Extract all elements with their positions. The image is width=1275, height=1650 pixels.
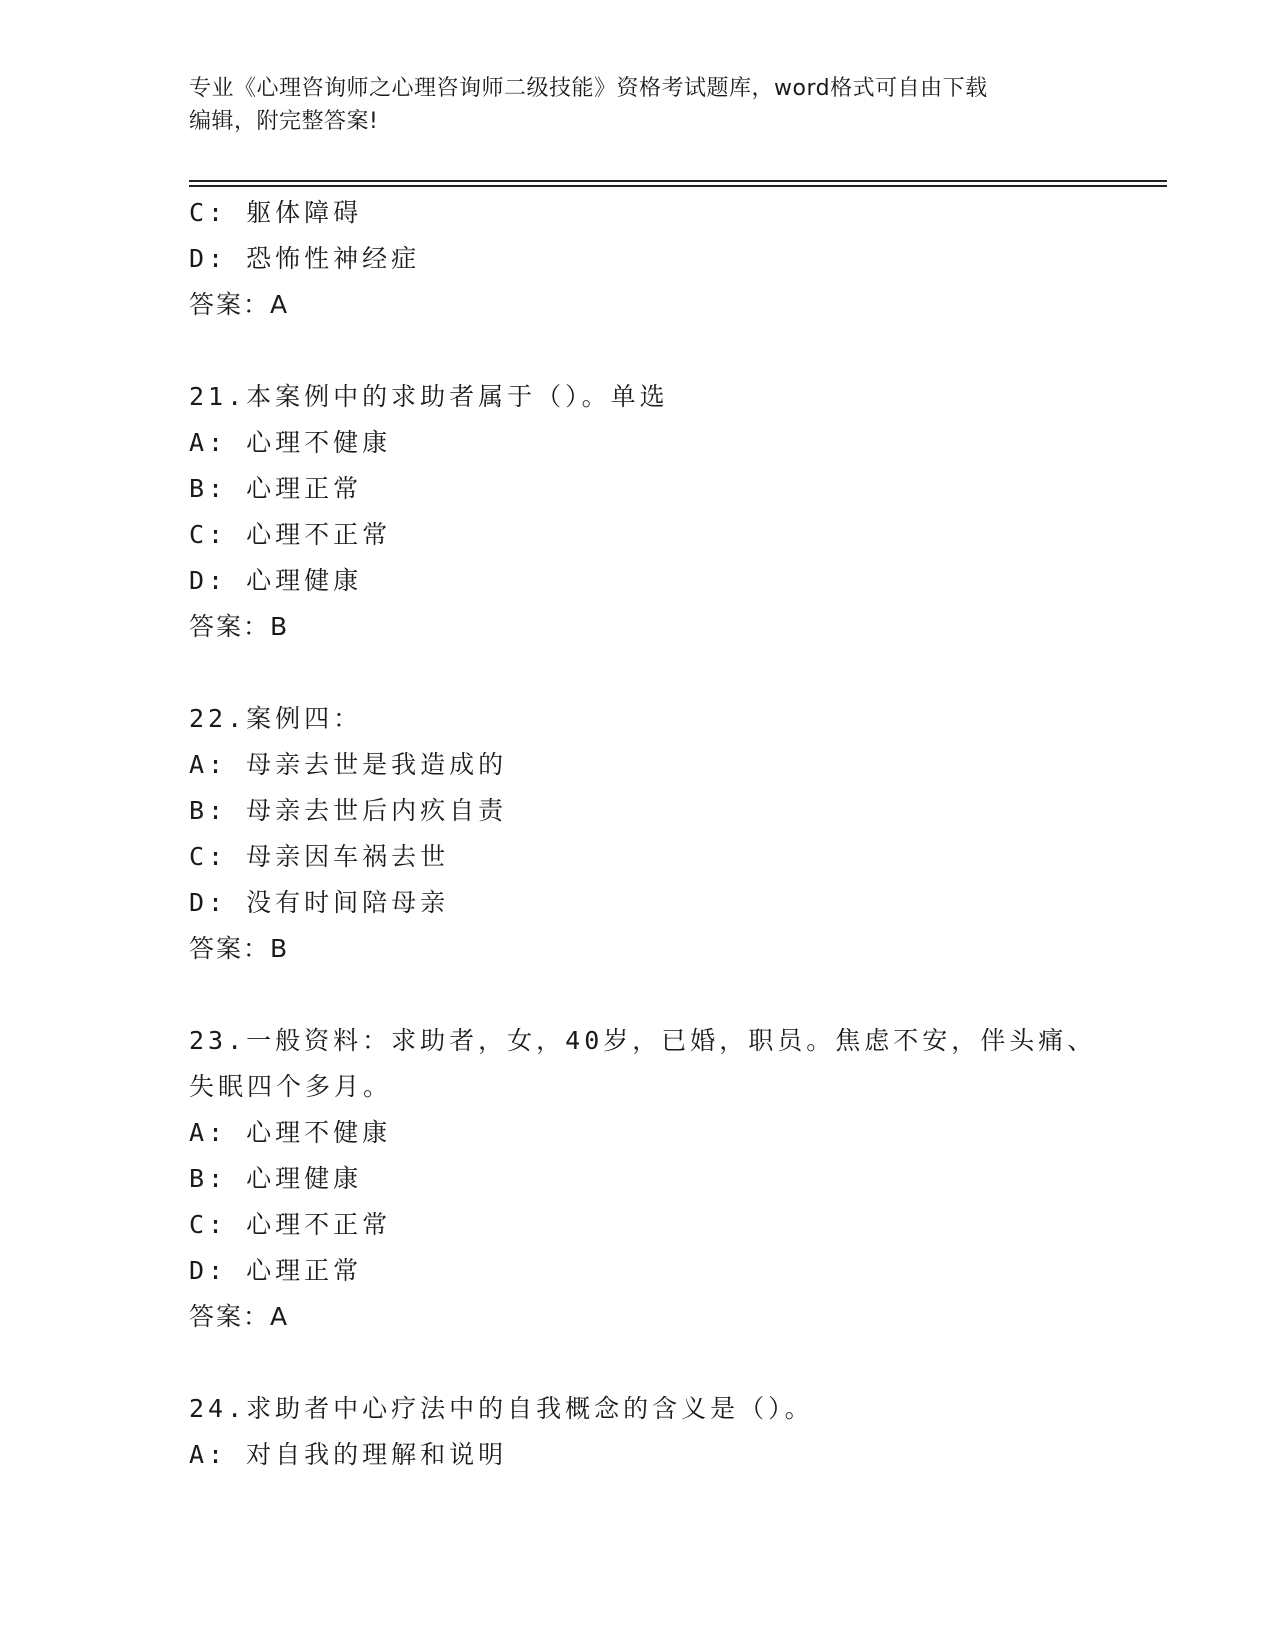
answer-line: 答案：A xyxy=(189,290,290,319)
option-c: C: 心理不正常 xyxy=(189,520,392,549)
document-header xyxy=(189,72,1089,138)
question-stem: 24.求助者中心疗法中的自我概念的含义是（）。 xyxy=(189,1394,814,1423)
question-stem-line-2: 失眠四个多月。 xyxy=(189,1072,393,1101)
question-list xyxy=(189,190,1169,1478)
question-stem: 22.案例四： xyxy=(189,704,363,733)
header-rule-bottom xyxy=(189,185,1167,187)
header-line-2: 编辑，附完整答案! xyxy=(189,109,379,134)
answer-line: 答案：A xyxy=(189,1302,290,1331)
option-a: A: 心理不健康 xyxy=(189,1118,392,1147)
question-block-23 xyxy=(189,1018,1169,1340)
header-rule-top xyxy=(189,180,1167,182)
question-stem: 21.本案例中的求助者属于（）。单选 xyxy=(189,382,669,411)
question-block-22 xyxy=(189,696,1169,972)
spacer xyxy=(189,328,1169,374)
option-b: B: 心理正常 xyxy=(189,474,363,503)
question-block-21 xyxy=(189,374,1169,650)
question-block-20 xyxy=(189,190,1169,328)
option-d: D: 恐怖性神经症 xyxy=(189,244,421,273)
option-c: C: 母亲因车祸去世 xyxy=(189,842,450,871)
option-a: A: 对自我的理解和说明 xyxy=(189,1440,508,1469)
option-d: D: 没有时间陪母亲 xyxy=(189,888,450,917)
option-d: D: 心理健康 xyxy=(189,566,363,595)
answer-line: 答案：B xyxy=(189,612,290,641)
spacer xyxy=(189,650,1169,696)
option-a: A: 母亲去世是我造成的 xyxy=(189,750,508,779)
option-b: B: 母亲去世后内疚自责 xyxy=(189,796,508,825)
answer-line: 答案：B xyxy=(189,934,290,963)
option-b: B: 心理健康 xyxy=(189,1164,363,1193)
option-c: C: 心理不正常 xyxy=(189,1210,392,1239)
spacer xyxy=(189,1340,1169,1386)
option-d: D: 心理正常 xyxy=(189,1256,363,1285)
question-stem-line-1: 23.一般资料：求助者，女，40岁，已婚，职员。焦虑不安，伴头痛、 xyxy=(189,1026,1097,1055)
question-block-24 xyxy=(189,1386,1169,1478)
option-a: A: 心理不健康 xyxy=(189,428,392,457)
header-line-1: 专业《心理咨询师之心理咨询师二级技能》资格考试题库，word格式可自由下载 xyxy=(189,76,988,101)
option-c: C: 躯体障碍 xyxy=(189,198,363,227)
spacer xyxy=(189,972,1169,1018)
